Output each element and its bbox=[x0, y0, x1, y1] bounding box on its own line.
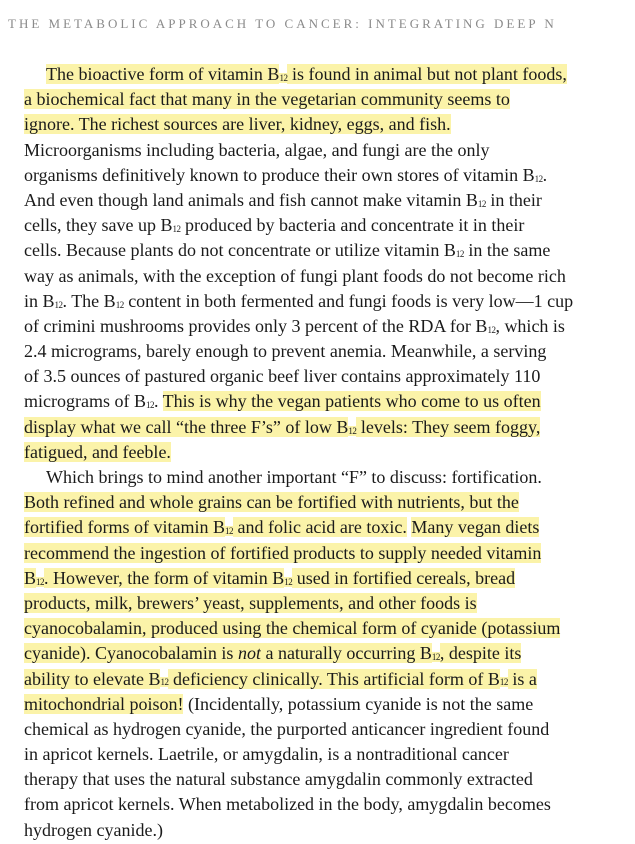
text-line bbox=[24, 566, 620, 591]
highlighted-text: Many vegan diets bbox=[411, 517, 540, 538]
subscript: 12 bbox=[499, 677, 508, 688]
text-line bbox=[24, 641, 620, 666]
subscript: 12 bbox=[477, 198, 486, 209]
text-run: from apricot kernels. When metabolized in the body, amygdalin becomes bbox=[24, 794, 551, 815]
highlighted-text: cyanide). Cyanocobalamin is bbox=[24, 643, 238, 664]
highlighted-text: deficiency clinically. This artificial form of B bbox=[168, 668, 500, 689]
highlighted-text: used in fortified cereals, bread bbox=[292, 567, 516, 588]
text-line bbox=[24, 289, 620, 314]
highlighted-text: is found in animal but not plant foods, bbox=[287, 64, 567, 84]
text-run: . bbox=[153, 391, 163, 412]
text-line bbox=[24, 490, 620, 515]
highlighted-text: fortified forms of vitamin B bbox=[24, 517, 225, 538]
subscript: 12 bbox=[455, 249, 464, 260]
highlighted-text: B bbox=[24, 567, 37, 588]
text-line bbox=[24, 440, 620, 465]
highlighted-text: This is why the vegan patients who come to us often bbox=[162, 391, 541, 412]
text-run: Microorganisms including bacteria, algae, and fungi are the only bbox=[24, 139, 490, 160]
text-run: , which is bbox=[495, 315, 565, 336]
text-line bbox=[24, 415, 620, 440]
text-run: content in both fermented and fungi foods is very low—1 cup bbox=[123, 290, 574, 311]
text-line bbox=[24, 314, 620, 339]
text-run: in the same bbox=[463, 240, 551, 261]
subscript: 12 bbox=[115, 299, 124, 310]
highlighted-text: display what we call “the three F’s” of low B bbox=[24, 416, 349, 437]
text-run: way as animals, with the exception of fungi plant foods do not become rich bbox=[24, 265, 566, 286]
text-run: micrograms of B bbox=[24, 391, 146, 412]
subscript: 12 bbox=[279, 72, 288, 83]
highlighted-text: recommend the ingestion of fortified products to supply needed vitamin bbox=[24, 542, 542, 563]
text-line bbox=[24, 163, 620, 188]
text-run: produced by bacteria and concentrate it in their bbox=[180, 215, 525, 236]
highlighted-text: ability to elevate B bbox=[24, 668, 161, 689]
text-run: . The B bbox=[62, 290, 116, 311]
text-run: . bbox=[542, 164, 548, 185]
text-run: in their bbox=[485, 189, 542, 210]
highlighted-text: cyanocobalamin, produced using the chemical form of cyanide (potassium bbox=[24, 618, 561, 639]
text-line bbox=[24, 238, 620, 263]
highlighted-text: a naturally occurring B bbox=[260, 643, 432, 664]
text-line bbox=[24, 792, 620, 817]
highlighted-text: is a bbox=[507, 668, 537, 689]
highlighted-text: , despite its bbox=[439, 643, 522, 664]
highlighted-text: and folic acid are toxic. bbox=[232, 517, 407, 538]
text-line bbox=[24, 213, 620, 238]
text-run: in apricot kernels. Laetrile, or amygdalin, is a nontraditional cancer bbox=[24, 744, 509, 765]
running-header: THE METABOLIC APPROACH TO CANCER: INTEGRATING DEEP N bbox=[8, 16, 557, 31]
highlighted-text: Both refined and whole grains can be fortified with nutrients, but the bbox=[24, 492, 519, 513]
text-run: cells. Because plants do not concentrate or utilize vitamin B bbox=[24, 240, 456, 261]
text-run: chemical as hydrogen cyanide, the purported anticancer ingredient found bbox=[24, 718, 550, 739]
subscript: 12 bbox=[348, 425, 357, 436]
text-line bbox=[24, 62, 620, 87]
text-line bbox=[24, 87, 620, 112]
text-line bbox=[24, 264, 620, 289]
subscript: 12 bbox=[172, 224, 181, 235]
subscript: 12 bbox=[54, 299, 63, 310]
text-run: 2.4 micrograms, barely enough to prevent anemia. Meanwhile, a serving bbox=[24, 341, 547, 362]
highlighted-text: products, milk, brewers’ yeast, supplements, and other foods is bbox=[24, 592, 477, 613]
subscript: 12 bbox=[487, 324, 496, 335]
subscript: 12 bbox=[431, 652, 440, 663]
text-line bbox=[24, 364, 620, 389]
body-text bbox=[24, 62, 620, 843]
text-line bbox=[24, 616, 620, 641]
subscript: 12 bbox=[160, 677, 169, 688]
text-line bbox=[24, 591, 620, 616]
subscript: 12 bbox=[224, 526, 233, 537]
highlighted-text: not bbox=[237, 643, 261, 664]
highlighted-text: ignore. The richest sources are liver, kidney, eggs, and fish. bbox=[24, 114, 451, 135]
text-line bbox=[24, 767, 620, 792]
text-run: hydrogen cyanide.) bbox=[24, 819, 163, 840]
text-run: organisms definitively known to produce their own stores of vitamin B bbox=[24, 164, 535, 185]
text-run: And even though land animals and fish cannot make vitamin B bbox=[24, 189, 478, 210]
text-line bbox=[24, 818, 620, 843]
text-run: Which brings to mind another important “F” to discuss: fortification. bbox=[46, 467, 542, 487]
highlighted-text: The bioactive form of vitamin B bbox=[46, 64, 280, 84]
text-run: therapy that uses the natural substance amygdalin commonly extracted bbox=[24, 769, 533, 790]
text-line bbox=[24, 541, 620, 566]
subscript: 12 bbox=[145, 400, 154, 411]
highlighted-text: levels: They seem foggy, bbox=[356, 416, 541, 437]
subscript: 12 bbox=[284, 576, 293, 587]
text-line bbox=[24, 389, 620, 414]
text-line bbox=[24, 188, 620, 213]
highlighted-text: . However, the form of vitamin B bbox=[44, 567, 285, 588]
text-line bbox=[24, 465, 620, 490]
text-line bbox=[24, 742, 620, 767]
text-run: cells, they save up B bbox=[24, 215, 173, 236]
subscript: 12 bbox=[36, 576, 45, 587]
highlighted-text: fatigued, and feeble. bbox=[24, 441, 171, 462]
text-run: in B bbox=[24, 290, 55, 311]
text-line bbox=[24, 339, 620, 364]
text-line bbox=[24, 667, 620, 692]
highlighted-text: mitochondrial poison! bbox=[24, 693, 184, 714]
text-line bbox=[24, 138, 620, 163]
text-line bbox=[24, 692, 620, 717]
text-line bbox=[24, 515, 620, 540]
text-run: (Incidentally, potassium cyanide is not the same bbox=[183, 693, 534, 714]
text-line bbox=[24, 112, 620, 137]
text-run: of 3.5 ounces of pastured organic beef liver contains approximately 110 bbox=[24, 366, 541, 387]
text-run: of crimini mushrooms provides only 3 percent of the RDA for B bbox=[24, 315, 488, 336]
subscript: 12 bbox=[534, 173, 543, 184]
text-line bbox=[24, 717, 620, 742]
highlighted-text: a biochemical fact that many in the vegetarian community seems to bbox=[24, 89, 510, 110]
